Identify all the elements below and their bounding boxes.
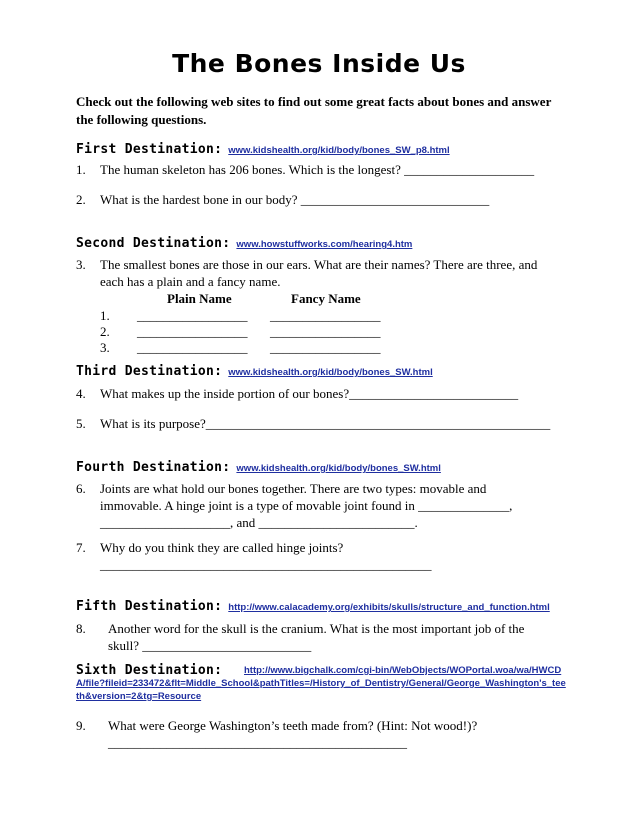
- fancy-name-header: Fancy Name: [291, 291, 361, 306]
- destination-5: [76, 597, 550, 615]
- question-number: 6.: [76, 481, 86, 496]
- table-row: [100, 308, 381, 324]
- plain-blank: _________________: [137, 324, 248, 339]
- question-text: What makes up the inside portion of our bones?__________________________: [100, 386, 519, 401]
- plain-name-header: Plain Name: [167, 291, 232, 306]
- row-number: 2.: [100, 324, 110, 339]
- row-number: 3.: [100, 340, 110, 355]
- question-number: 9.: [76, 718, 86, 733]
- destination-label: Second Destination:: [76, 236, 231, 251]
- destination-label: Fifth Destination:: [76, 599, 223, 614]
- fancy-blank: _________________: [270, 324, 381, 339]
- question-number: 7.: [76, 540, 86, 555]
- destination-link[interactable]: www.kidshealth.org/kid/body/bones_SW.html: [228, 367, 433, 378]
- question-text: What is the hardest bone in our body? _____________________________: [100, 192, 490, 207]
- fancy-blank: _________________: [270, 308, 381, 323]
- question-text: Another word for the skull is the cranium. What is the most important job of the skull? __________________________: [108, 621, 525, 653]
- question-text: The smallest bones are those in our ears. What are their names? There are three, and each has a plain and a fancy name.: [100, 257, 538, 289]
- destination-2: [76, 234, 412, 252]
- destination-label: Sixth Destination:: [76, 663, 223, 678]
- page-title: The Bones Inside Us: [172, 49, 466, 78]
- question-number: 8.: [76, 621, 86, 636]
- destination-label: Third Destination:: [76, 364, 223, 379]
- question-text: The human skeleton has 206 bones. Which is the longest? ____________________: [100, 162, 535, 177]
- table-row: [100, 340, 381, 356]
- table-row: [100, 324, 381, 340]
- plain-blank: _________________: [137, 308, 248, 323]
- destination-link[interactable]: http://www.bigchalk.com/cgi-bin/WebObjects/WOPortal.woa/wa/HWCDA/file?fileid=233472&flt=Middle_School&pathTitles=/History_of_Dentistry/General/George_Washington's_teeth&version=2&tg=Resource: [76, 665, 566, 702]
- fancy-blank: _________________: [270, 340, 381, 355]
- destination-link[interactable]: www.kidshealth.org/kid/body/bones_SW_p8.html: [228, 145, 450, 156]
- destination-1: [76, 140, 450, 158]
- question-number: 5.: [76, 416, 86, 431]
- destination-link[interactable]: http://www.calacademy.org/exhibits/skulls/structure_and_function.html: [228, 602, 550, 613]
- row-number: 1.: [100, 308, 110, 323]
- question-text: Joints are what hold our bones together. There are two types: movable and immovable. A hinge joint is a type of movable joint found in ______________, ____________________, and ________________________.: [100, 481, 513, 530]
- question-text: What is its purpose?_____________________________________________________: [100, 416, 551, 431]
- question-text: Why do you think they are called hinge joints? ___________________________________________________: [100, 540, 432, 572]
- plain-blank: _________________: [137, 340, 248, 355]
- destination-label: First Destination:: [76, 142, 223, 157]
- question-number: 1.: [76, 162, 86, 177]
- destination-link[interactable]: www.howstuffworks.com/hearing4.htm: [236, 239, 413, 250]
- destination-link[interactable]: www.kidshealth.org/kid/body/bones_SW.html: [236, 463, 441, 474]
- destination-3: [76, 362, 433, 380]
- destination-label: Fourth Destination:: [76, 460, 231, 475]
- question-number: 2.: [76, 192, 86, 207]
- question-number: 4.: [76, 386, 86, 401]
- question-text: What were George Washington’s teeth made from? (Hint: Not wood!)? ______________________________________________: [108, 718, 478, 750]
- destination-4: [76, 458, 441, 476]
- intro-text: Check out the following web sites to find out some great facts about bones and answer the following questions.: [76, 94, 552, 127]
- question-number: 3.: [76, 257, 86, 272]
